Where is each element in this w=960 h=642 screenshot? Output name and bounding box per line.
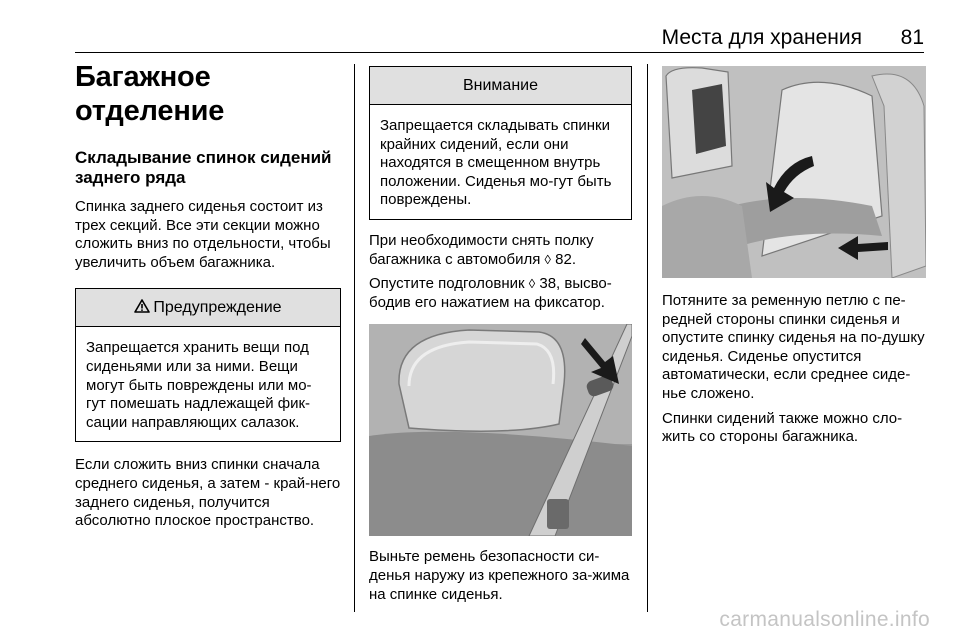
fold-from-trunk-paragraph: Спинки сидений также можно сло-жить со стороны багажника. <box>662 409 903 446</box>
flat-space-paragraph: Если сложить вниз спинки сначала среднего сиденья, а затем - край-него заднего сиденья, получится абсолютно плоское пространство. <box>75 456 341 530</box>
lower-headrest-paragraph: Опустите подголовник ◊ 38, высво-бодив его нажатием на фиксатор. <box>369 275 612 311</box>
warning-title: Предупреждение <box>153 299 282 317</box>
column-2 <box>369 66 632 604</box>
attention-text: Запрещается складывать спинки крайних сидений, если они находятся в смещенном внутрь положении. Сиденья мо-гут быть повреждены. <box>380 117 612 209</box>
attention-header: Внимание <box>370 67 631 105</box>
warning-header <box>76 289 340 327</box>
warning-box <box>75 288 341 442</box>
chapter-title: Багажное отделение <box>75 61 225 127</box>
column-3 <box>662 66 926 447</box>
warning-text: Запрещается хранить вещи под сиденьями или за ними. Вещи могут быть повреждены или мо-гут помешать надлежащей фик-сации направляющих салазок. <box>86 339 312 431</box>
seat-fold-illustration <box>662 66 926 278</box>
column-1 <box>75 60 341 531</box>
remove-shelf-paragraph: При необходимости снять полку багажника с автомобиля ◊ 82. <box>369 231 594 268</box>
watermark: carmanualsonline.info <box>719 608 930 631</box>
page-ref-icon: ◊ <box>528 276 536 292</box>
page-ref-icon: ◊ <box>544 251 551 267</box>
page-number: 81 <box>900 26 924 49</box>
header-section-title: Места для хранения <box>661 26 862 49</box>
pull-loop-paragraph: Потяните за ременную петлю с пе-редней стороны спинки сиденья и опустите спинку сиденья на по-душку сиденья. Сиденье опустится автоматически, если среднее сиде-нье сложено. <box>662 292 925 402</box>
section-title: Складывание спинок сидений заднего ряда <box>75 148 332 187</box>
seatbelt-paragraph: Выньте ремень безопасности си-денья наружу из крепежного за-жима на спинке сиденья. <box>369 548 630 603</box>
intro-paragraph: Спинка заднего сиденья состоит из трех секций. Все эти секции можно сложить вниз по отдельности, чтобы увеличить объем багажника. <box>75 198 331 271</box>
header-rule <box>75 52 924 53</box>
column-divider-2 <box>647 64 648 612</box>
attention-box <box>369 66 632 220</box>
column-divider-1 <box>354 64 355 612</box>
headrest-seatbelt-illustration <box>369 324 632 536</box>
warning-icon <box>134 299 150 313</box>
